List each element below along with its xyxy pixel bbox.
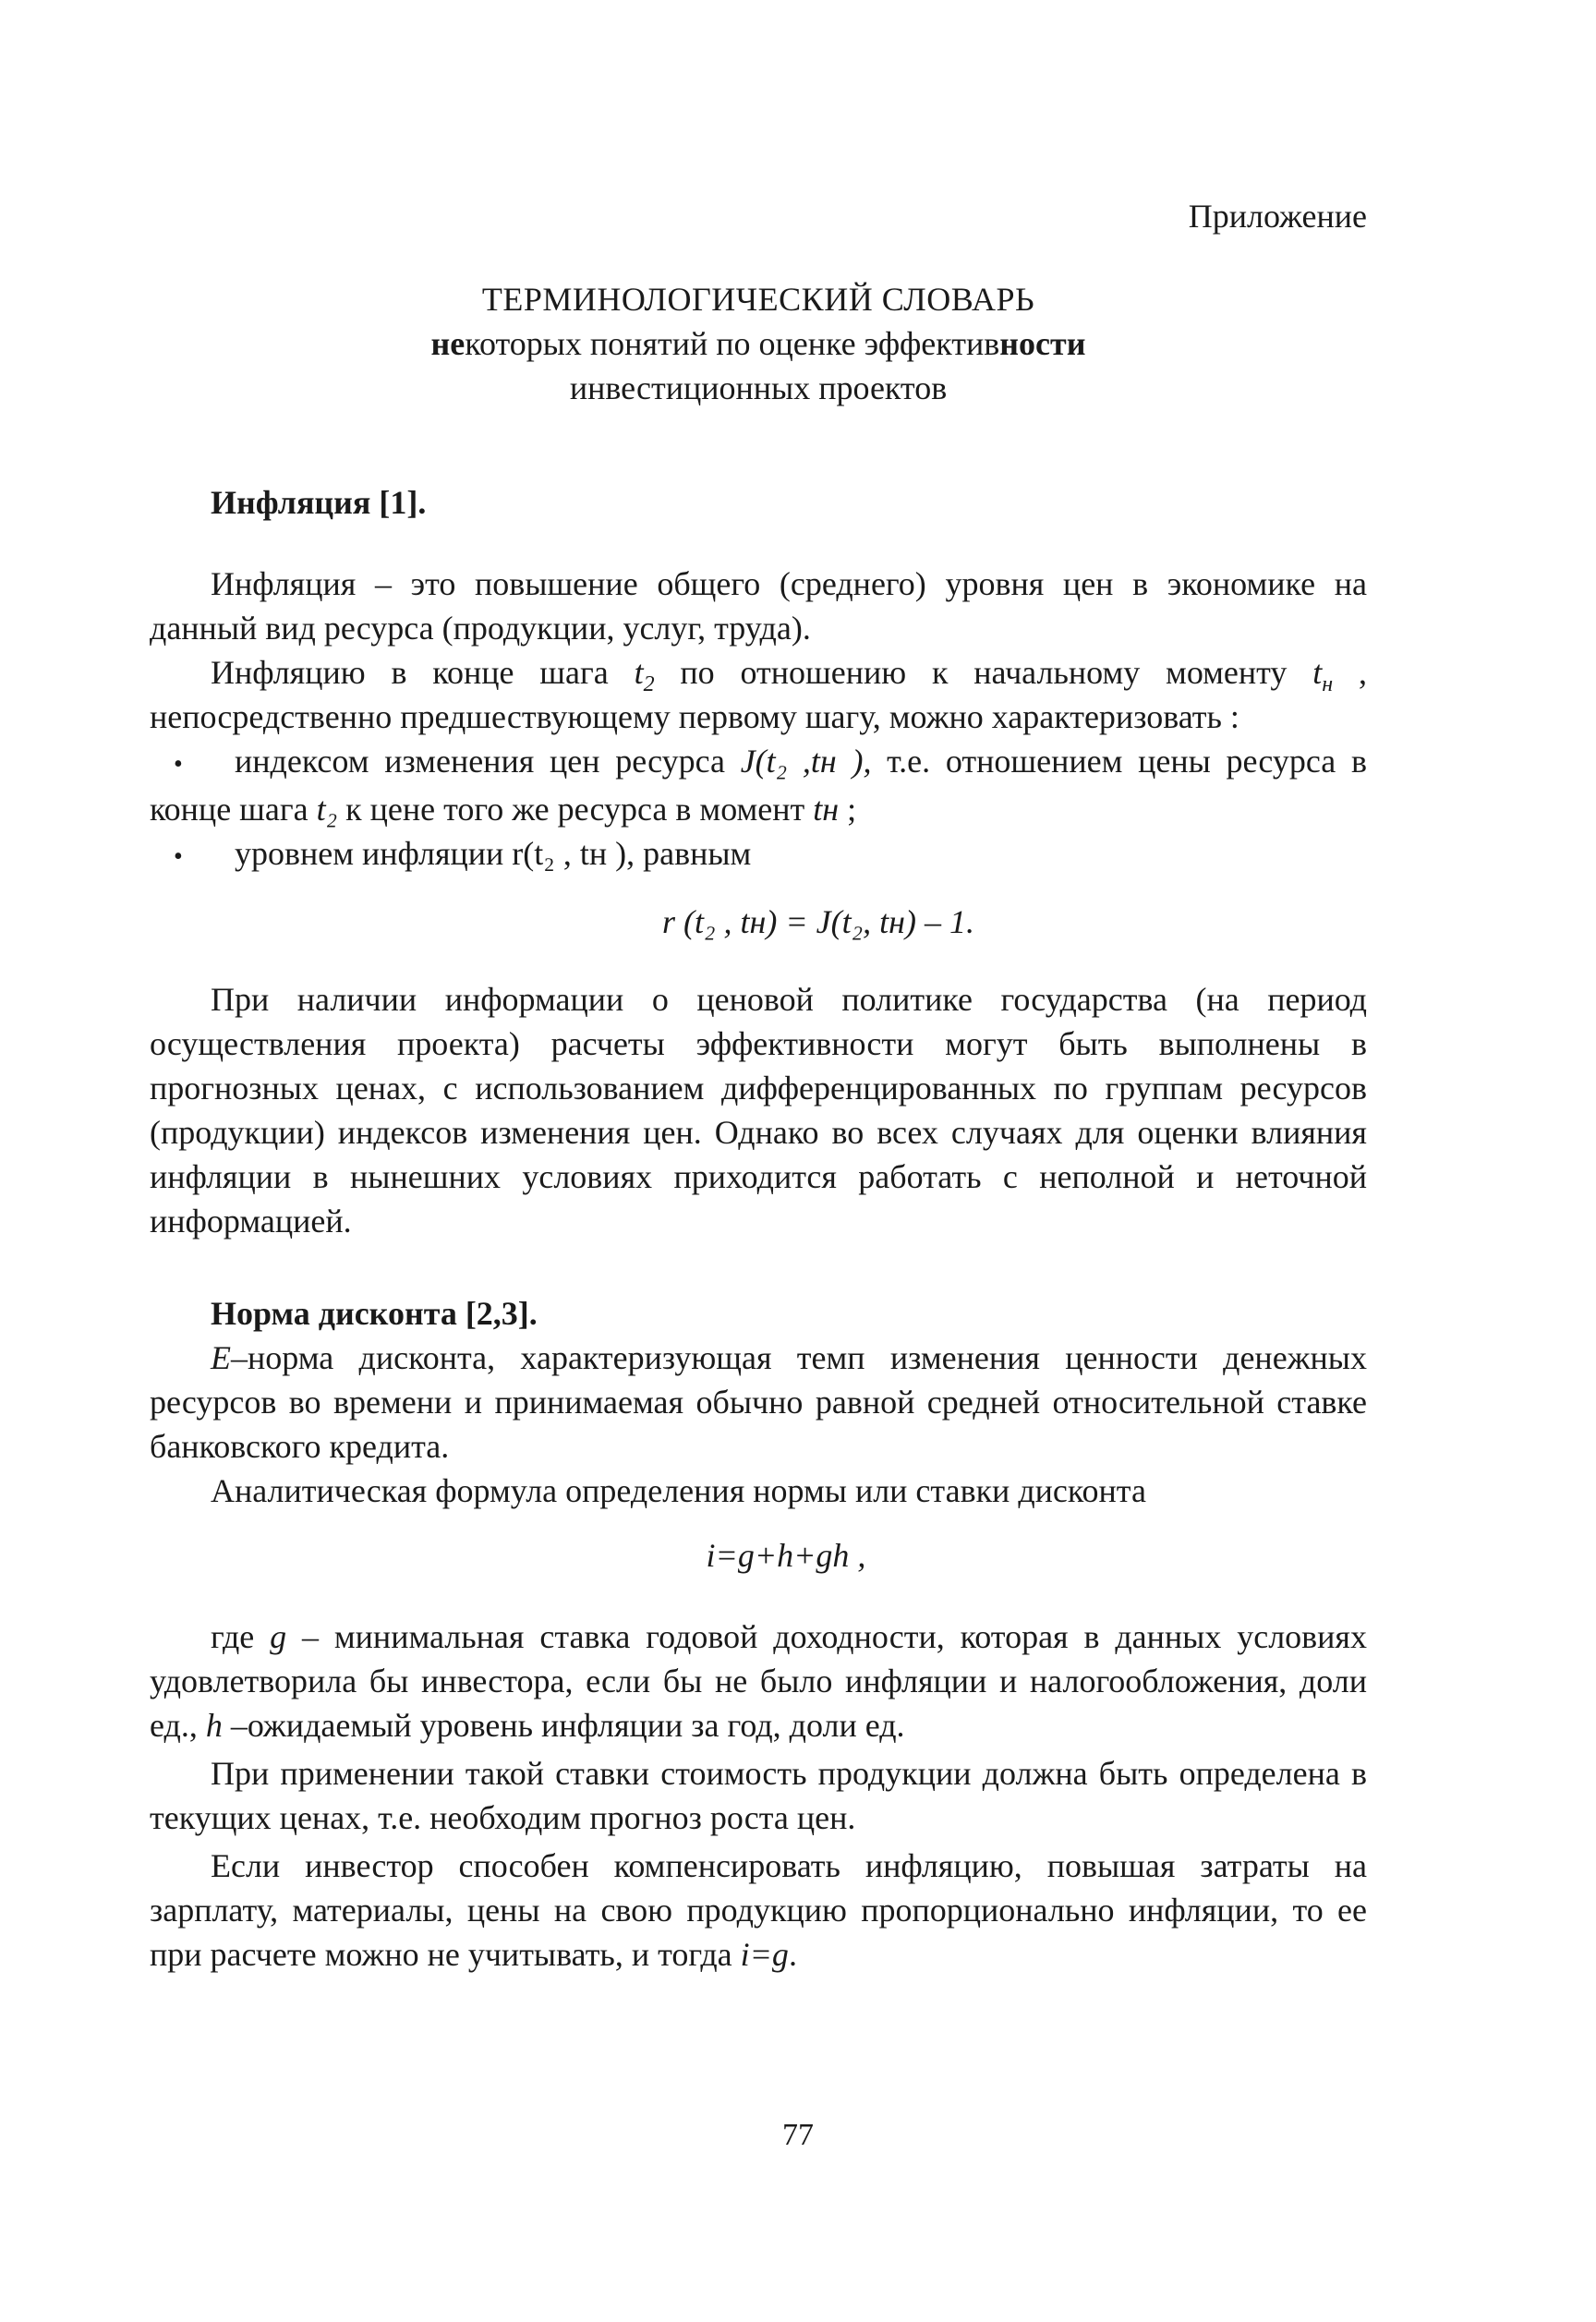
bullet1-t2: t₂ [316, 791, 338, 828]
bullet1-b: т.е. отношением цены ресурса в конце шага [150, 743, 1367, 828]
discount-variables-explanation [150, 1615, 1367, 1748]
title-sub-bold-end: ности [999, 325, 1086, 362]
inflation-forecast-paragraph: При наличии информации о ценовой политике государства (на период осуществления проекта) расчеты эффективности могут быть выполнены в прогнозных ценах, с использованием дифференцированных по группам ресурсов (продукции) индексов изменения цен. Однако во всех случаях для оценки влияния инфляции в нынешних условиях приходится работать с неполной и неточной информацией. [150, 981, 1367, 1240]
bullet-price-index [150, 739, 1367, 831]
bullet1-tn: tн [813, 791, 840, 828]
price-index-formula: J(t₂ ,tн ), [740, 743, 872, 780]
current-prices-paragraph: При применении такой ставки стоимость продукции должна быть определена в текущих ценах, т.е. необходим прогноз роста цен. [150, 1755, 1367, 1836]
discount-p5-a: Если инвестор способен компенсировать инфляцию, повышая затраты на зарплату, материалы, цены на свою продукцию пропорционально инфляции, то ее при расчете можно не учитывать, и тогда [150, 1847, 1367, 1973]
bullet-icon: • [174, 842, 183, 871]
bullet1-c: к цене того же ресурса в момент [337, 791, 814, 828]
title-subtitle-line1 [150, 321, 1367, 366]
inflation-formula: r (t₂ , tн) = J(t₂, tн) – 1. [662, 903, 974, 940]
var-tn-sub: н [1322, 672, 1334, 697]
discount-definition [150, 1336, 1367, 1469]
discount-p1-rest: –норма дисконта, характеризующая темп изменения ценности денежных ресурсов во времени и принимаемая обычно равной средней относительной ставке банковского кредита. [150, 1339, 1367, 1465]
bullet2-text: уровнем инфляции r(t₂ , tн ), равным [235, 835, 752, 872]
discount-p3-c: –ожидаемый уровень инфляции за год, доли ед. [222, 1707, 905, 1744]
bullet-icon: • [174, 750, 183, 779]
discount-formula: i=g+h+gh , [706, 1537, 866, 1574]
discount-heading: Норма дисконта [2,3]. [211, 1295, 538, 1332]
discount-formula-intro: Аналитическая формула определения нормы или ставки дисконта [211, 1472, 1146, 1509]
inflation-heading: Инфляция [1]. [211, 484, 427, 521]
title-subtitle-line2: инвестиционных проектов [569, 369, 948, 406]
inflation-p2-a: Инфляцию в конце шага [211, 654, 635, 691]
discount-p3-b: – минимальная ставка годовой доходности, которая в данных условиях удовлетворила бы инвестора, если бы не было инфляции и налогообложения, доли ед., [150, 1618, 1367, 1744]
var-t: t [634, 654, 644, 691]
bullet1-a: индексом изменения цен ресурса [235, 743, 741, 780]
var-tn-base: t [1312, 654, 1323, 691]
discount-p3-a: где [211, 1618, 271, 1655]
bullet-inflation-level [150, 831, 1367, 879]
inflation-definition: Инфляция – это повышение общего (среднего) уровня цен в экономике на данный вид ресурса (продукции, услуг, труда). [150, 565, 1367, 647]
var-e: E [211, 1339, 231, 1376]
var-tn [1312, 654, 1334, 697]
inflation-compensation-paragraph [150, 1844, 1367, 1977]
discount-p5-end: . [788, 1936, 797, 1973]
title-sub-bold-start: не [430, 325, 466, 362]
inflation-p2-c: , непосредственно предшествующему первому шагу, можно характеризовать : [150, 654, 1368, 735]
page-content [150, 194, 1367, 1977]
var-g: g [270, 1618, 287, 1655]
var-h: h [205, 1707, 223, 1744]
bullet1-d: ; [839, 791, 857, 828]
appendix-label: Приложение [1188, 198, 1367, 235]
i-equals-g: i=g [740, 1936, 789, 1973]
title-sub-rest: которых понятий по оценке эффектив [465, 325, 1000, 362]
title-main: ТЕРМИНОЛОГИЧЕСКИЙ СЛОВАРЬ [481, 281, 1035, 318]
page-number: 77 [782, 2118, 814, 2152]
inflation-characterization [150, 650, 1367, 739]
var-t2 [634, 654, 655, 697]
glossary-title [150, 277, 1367, 410]
var-t-sub: 2 [643, 672, 655, 697]
inflation-p2-b: по отношению к начальному моменту [654, 654, 1313, 691]
